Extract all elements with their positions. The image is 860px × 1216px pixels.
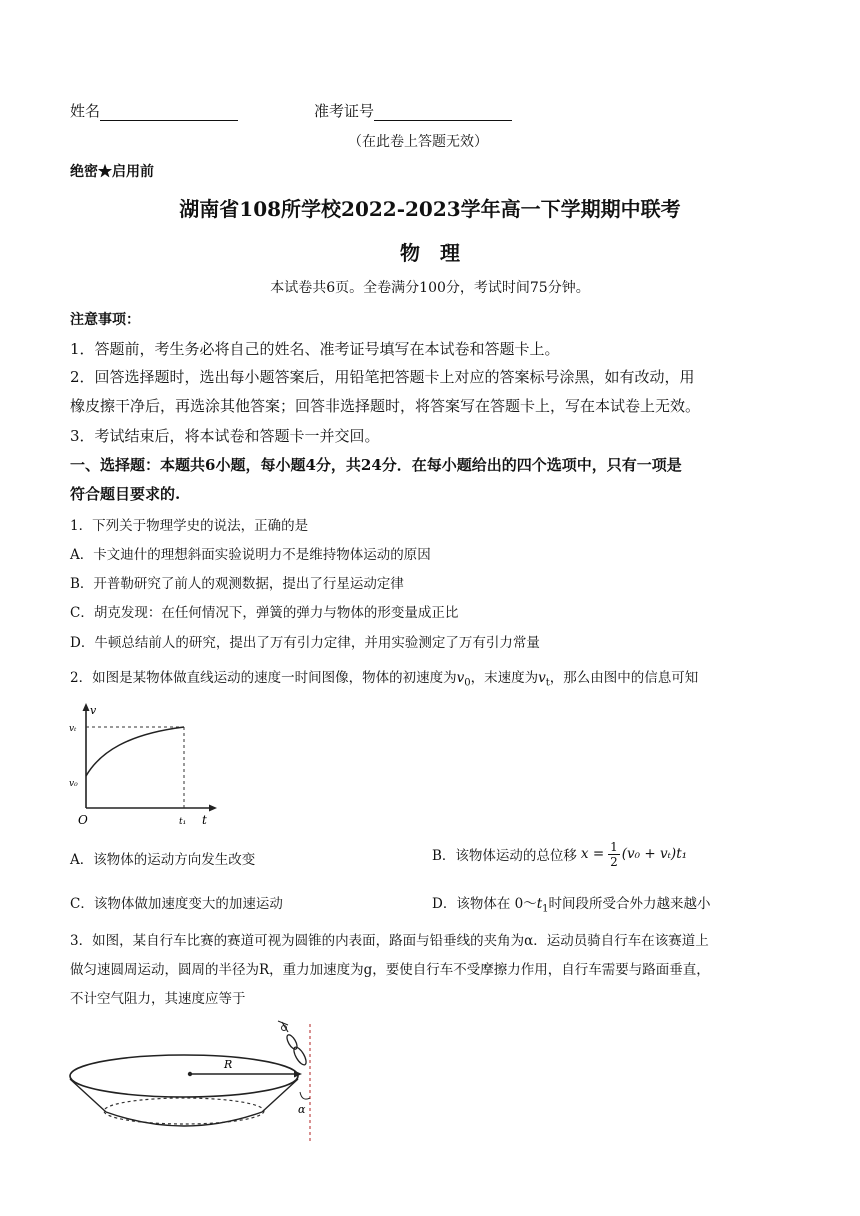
q2-stem-a: 2．如图是某物体做直线运动的速度一时间图像，物体的初速度为 bbox=[70, 670, 457, 686]
q3-bottom-rim bbox=[104, 1098, 264, 1124]
q2-option-d-b: 时间段所受合外力越来越小 bbox=[548, 896, 711, 912]
q2-vt-sub: t bbox=[545, 677, 550, 689]
q1-stem: 1．下列关于物理学史的说法，正确的是 bbox=[70, 518, 309, 534]
q3-line1: 3．如图，某自行车比赛的赛道可视为圆锥的内表面，路面与铅垂线的夹角为α．运动员骑自行车在该赛道上 bbox=[70, 933, 709, 949]
q2-option-b bbox=[432, 834, 687, 874]
q2-axis-v-label: v bbox=[90, 704, 97, 717]
notice-item-2: 2．回答选择题时，选出每小题答案后，用铅笔把答题卡上对应的答案标号涂黑，如有改动，用 bbox=[70, 368, 695, 386]
q3-cyclist-icon bbox=[278, 1021, 308, 1067]
q2-vt-graph bbox=[66, 700, 226, 830]
q2-axis-t-label: t bbox=[202, 813, 207, 827]
q2-option-b-num: 1 bbox=[610, 839, 618, 854]
q2-v0: v bbox=[456, 670, 465, 686]
q3-right-wall bbox=[262, 1079, 298, 1112]
q3-left-wall bbox=[70, 1079, 106, 1112]
q2-vt: v bbox=[538, 670, 546, 686]
q2-x-arrow bbox=[209, 805, 217, 812]
q2-option-d bbox=[432, 892, 711, 915]
q3-alpha-label: α bbox=[298, 1103, 306, 1116]
q3-r-label: R bbox=[224, 1058, 233, 1071]
notice-heading: 注意事项： bbox=[70, 312, 140, 328]
q2-option-b-text: B．该物体运动的总位移 bbox=[432, 848, 577, 864]
q3-bottom-arc bbox=[106, 1112, 262, 1126]
exam-id-label: 准考证号 bbox=[314, 102, 375, 120]
name-field bbox=[70, 100, 238, 121]
q1-option-a: A．卡文迪什的理想斜面实验说明力不是维持物体运动的原因 bbox=[70, 547, 431, 563]
q3-angle-arc bbox=[300, 1092, 310, 1099]
q2-option-b-fraction bbox=[608, 840, 620, 869]
exam-id-field bbox=[314, 100, 512, 121]
secret-mark: 绝密★启用前 bbox=[70, 164, 154, 180]
q2-stem bbox=[70, 666, 698, 689]
q2-velocity-curve bbox=[86, 727, 184, 776]
q2-t1-label: t₁ bbox=[179, 817, 187, 827]
q2-option-a: A．该物体的运动方向发生改变 bbox=[70, 852, 256, 868]
subject-title: 物 理 bbox=[400, 241, 460, 265]
section-heading-line2: 符合题目要求的. bbox=[70, 485, 181, 503]
q2-v0-label: v₀ bbox=[69, 779, 78, 789]
exam-info: 本试卷共6页。全卷满分100分，考试时间75分钟。 bbox=[270, 280, 590, 296]
q2-v0-sub: 0 bbox=[464, 677, 471, 689]
q3-line3: 不计空气阻力，其速度应等于 bbox=[70, 991, 246, 1007]
invalid-note: （在此卷上答题无效） bbox=[348, 134, 488, 150]
q1-option-d: D．牛顿总结前人的研究，提出了万有引力定律，并用实验测定了万有引力常量 bbox=[70, 635, 540, 651]
q2-option-b-rhs: (v₀ + vₜ)t₁ bbox=[621, 846, 688, 862]
name-blank bbox=[100, 106, 238, 121]
exam-title: 湖南省108所学校2022-2023学年高一下学期期中联考 bbox=[179, 197, 681, 221]
section-heading-line1: 一、选择题：本题共6小题，每小题4分，共24分．在每小题给出的四个选项中，只有一项是 bbox=[70, 456, 682, 474]
q2-option-c: C．该物体做加速度变大的加速运动 bbox=[70, 896, 283, 912]
name-label: 姓名 bbox=[70, 102, 101, 120]
q2-stem-c: ，那么由图中的信息可知 bbox=[549, 670, 699, 686]
q2-option-b-den: 2 bbox=[610, 854, 618, 869]
q3-cone-figure bbox=[62, 1016, 332, 1151]
q2-y-arrow bbox=[83, 703, 90, 711]
notice-item-2-cont: 橡皮擦干净后，再选涂其他答案；回答非选择题时，将答案写在答题卡上，写在本试卷上无效。 bbox=[70, 397, 701, 415]
q1-option-c: C．胡克发现：在任何情况下，弹簧的弹力与物体的形变量成正比 bbox=[70, 605, 459, 621]
q3-center-dot bbox=[188, 1072, 192, 1076]
q2-option-d-t-sub: 1 bbox=[542, 903, 549, 915]
q2-origin-label: O bbox=[78, 813, 88, 827]
q2-stem-b: ，末速度为 bbox=[470, 670, 539, 686]
q3-line2: 做匀速圆周运动，圆周的半径为R，重力加速度为g，要使自行车不受摩擦力作用，自行车需要与路面垂直， bbox=[70, 962, 710, 978]
q2-option-d-t: t bbox=[536, 896, 543, 912]
q2-vt-label: vₜ bbox=[69, 724, 77, 734]
q2-option-b-lhs: x = bbox=[580, 846, 605, 862]
q2-option-d-a: D．该物体在 0～ bbox=[432, 896, 537, 912]
q1-option-b: B．开普勒研究了前人的观测数据，提出了行星运动定律 bbox=[70, 576, 404, 592]
notice-item-3: 3．考试结束后，将本试卷和答题卡一并交回。 bbox=[70, 427, 380, 445]
notice-item-1: 1．答题前，考生务必将自己的姓名、准考证号填写在本试卷和答题卡上。 bbox=[70, 340, 560, 358]
exam-id-blank bbox=[374, 106, 512, 121]
q3-top-rim bbox=[70, 1055, 298, 1097]
